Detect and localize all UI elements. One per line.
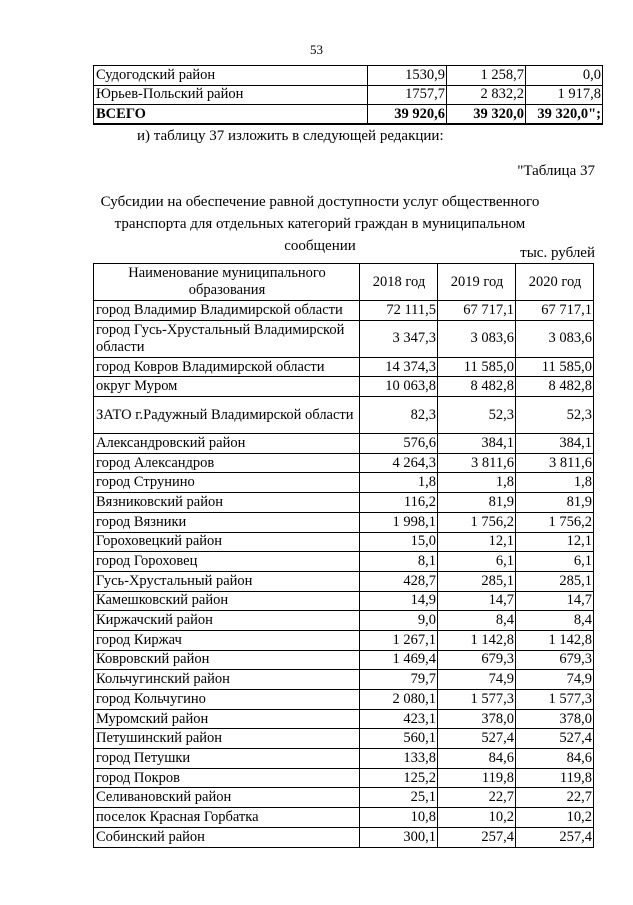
cell-name: ВСЕГО [94, 105, 368, 125]
cell-value-2018: 82,3 [360, 397, 438, 434]
page-number: 53 [310, 42, 323, 57]
cell-name: Вязниковский район [94, 493, 360, 513]
cell-value-2020: 84,6 [516, 749, 594, 769]
cell-value-2018: 9,0 [360, 611, 438, 631]
cell-value-2018: 1,8 [360, 473, 438, 493]
cell-value-2019: 8,4 [438, 611, 516, 631]
cell-value-2019: 14,7 [438, 591, 516, 611]
table-row [94, 630, 594, 650]
cell-value-2018: 10 063,8 [360, 377, 438, 397]
cell-value-2019: 1 142,8 [438, 630, 516, 650]
cell-value-2020: 1 142,8 [516, 630, 594, 650]
cell-name: город Струнино [94, 473, 360, 493]
table-row [94, 512, 594, 532]
cell-name: Селивановский район [94, 788, 360, 808]
cell-value-2018: 72 111,5 [360, 301, 438, 321]
table-row [94, 788, 594, 808]
cell-value-2020: 52,3 [516, 397, 594, 434]
cell-name: город Кольчугино [94, 690, 360, 710]
total-row [94, 105, 603, 125]
cell-value-2019: 384,1 [438, 434, 516, 454]
cell-value-2019: 6,1 [438, 552, 516, 572]
table-row [94, 552, 594, 572]
cell-name: город Покров [94, 768, 360, 788]
cell-value-2018: 423,1 [360, 709, 438, 729]
cell-name: Собинский район [94, 827, 360, 847]
cell-value-2018: 576,6 [360, 434, 438, 454]
cell-value-2019: 11 585,0 [438, 357, 516, 377]
cell-value-2018: 79,7 [360, 670, 438, 690]
cell-value-2019: 39 320,0 [447, 105, 526, 125]
cell-value-2020: 8,4 [516, 611, 594, 631]
cell-name: Камешковский район [94, 591, 360, 611]
cell-value-2018: 1 267,1 [360, 630, 438, 650]
cell-name: Юрьев-Польский район [94, 85, 368, 105]
table-row [94, 650, 594, 670]
table-row [94, 571, 594, 591]
cell-value-2020: 22,7 [516, 788, 594, 808]
cell-value-2020: 8 482,8 [516, 377, 594, 397]
cell-value-2020: 3 083,6 [516, 320, 594, 357]
cell-value-2018: 428,7 [360, 571, 438, 591]
cell-value-2020: 679,3 [516, 650, 594, 670]
cell-name: Александровский район [94, 434, 360, 454]
cell-value-2019: 119,8 [438, 768, 516, 788]
cell-value-2019: 1 756,2 [438, 512, 516, 532]
cell-name: город Владимир Владимирской области [94, 301, 360, 321]
cell-value-2020: 1 756,2 [516, 512, 594, 532]
cell-value-2018: 560,1 [360, 729, 438, 749]
cell-value-2018: 1 998,1 [360, 512, 438, 532]
cell-value-2018: 15,0 [360, 532, 438, 552]
cell-value-2020: 285,1 [516, 571, 594, 591]
cell-value-2020: 3 811,6 [516, 453, 594, 473]
cell-name: округ Муром [94, 377, 360, 397]
table-row [94, 357, 594, 377]
cell-name: Гусь-Хрустальный район [94, 571, 360, 591]
cell-value-2018: 300,1 [360, 827, 438, 847]
cell-value-2018: 25,1 [360, 788, 438, 808]
cell-value-2019: 84,6 [438, 749, 516, 769]
table-row [94, 301, 594, 321]
cell-value-2019: 1 577,3 [438, 690, 516, 710]
table-row [94, 690, 594, 710]
cell-name: город Ковров Владимирской области [94, 357, 360, 377]
cell-name: город Киржач [94, 630, 360, 650]
cell-value-2019: 285,1 [438, 571, 516, 591]
table-label: "Таблица 37 [517, 163, 595, 179]
table-row [94, 532, 594, 552]
header-2019: 2019 год [438, 264, 516, 301]
cell-value-2018: 3 347,3 [360, 320, 438, 357]
cell-value-2019: 3 083,6 [438, 320, 516, 357]
cell-name: Судогодский район [94, 66, 368, 86]
cell-value-2019: 10,2 [438, 808, 516, 828]
cell-value-2019: 8 482,8 [438, 377, 516, 397]
cell-value-2018: 1530,9 [368, 66, 447, 86]
table-row [94, 827, 594, 847]
table-row [94, 768, 594, 788]
cell-value-2018: 2 080,1 [360, 690, 438, 710]
cell-value-2018: 4 264,3 [360, 453, 438, 473]
cell-value-2019: 378,0 [438, 709, 516, 729]
table-row [94, 670, 594, 690]
cell-value-2018: 116,2 [360, 493, 438, 513]
cell-name: ЗАТО г.Радужный Владимирской области [94, 397, 360, 434]
cell-name: поселок Красная Горбатка [94, 808, 360, 828]
cell-value-2018: 8,1 [360, 552, 438, 572]
cell-name: Кольчугинский район [94, 670, 360, 690]
table-row [94, 320, 594, 357]
cell-value-2020: 11 585,0 [516, 357, 594, 377]
cell-value-2019: 257,4 [438, 827, 516, 847]
cell-value-2018: 39 920,6 [368, 105, 447, 125]
table-row [94, 377, 594, 397]
instruction-text: и) таблицу 37 изложить в следующей редакции: [137, 128, 444, 144]
cell-name: Ковровский район [94, 650, 360, 670]
cell-value-2018: 1757,7 [368, 85, 447, 105]
cell-value-2018: 1 469,4 [360, 650, 438, 670]
table-row [94, 85, 603, 105]
cell-value-2020: 119,8 [516, 768, 594, 788]
cell-value-2019: 22,7 [438, 788, 516, 808]
table-row [94, 473, 594, 493]
cell-value-2019: 12,1 [438, 532, 516, 552]
cell-value-2020: 384,1 [516, 434, 594, 454]
table-row [94, 808, 594, 828]
cell-value-2020: 67 717,1 [516, 301, 594, 321]
header-2020: 2020 год [516, 264, 594, 301]
header-name: Наименование муниципального образования [94, 264, 360, 301]
top-table [93, 65, 603, 125]
cell-value-2020: 378,0 [516, 709, 594, 729]
cell-value-2019: 3 811,6 [438, 453, 516, 473]
cell-name: город Александров [94, 453, 360, 473]
cell-name: город Гороховец [94, 552, 360, 572]
cell-value-2019: 52,3 [438, 397, 516, 434]
header-2018: 2018 год [360, 264, 438, 301]
cell-value-2020: 10,2 [516, 808, 594, 828]
table-row [94, 493, 594, 513]
cell-value-2020: 527,4 [516, 729, 594, 749]
cell-value-2019: 2 832,2 [447, 85, 526, 105]
table-row [94, 729, 594, 749]
table-row [94, 591, 594, 611]
cell-value-2020: 74,9 [516, 670, 594, 690]
cell-value-2018: 125,2 [360, 768, 438, 788]
table-row [94, 397, 594, 434]
table-row [94, 66, 603, 86]
cell-name: Петушинский район [94, 729, 360, 749]
cell-name: Киржачский район [94, 611, 360, 631]
cell-value-2018: 10,8 [360, 808, 438, 828]
cell-value-2020: 0,0 [526, 66, 603, 86]
cell-value-2020: 6,1 [516, 552, 594, 572]
table-row [94, 453, 594, 473]
cell-value-2019: 1 258,7 [447, 66, 526, 86]
cell-name: Гороховецкий район [94, 532, 360, 552]
units-label: тыс. рублей [520, 245, 595, 261]
cell-name: город Петушки [94, 749, 360, 769]
subsidies-table [93, 263, 594, 848]
cell-value-2020: 257,4 [516, 827, 594, 847]
cell-value-2019: 81,9 [438, 493, 516, 513]
cell-value-2020: 12,1 [516, 532, 594, 552]
cell-value-2018: 14 374,3 [360, 357, 438, 377]
cell-value-2020: 1,8 [516, 473, 594, 493]
cell-value-2020: 81,9 [516, 493, 594, 513]
table-row [94, 709, 594, 729]
cell-value-2018: 133,8 [360, 749, 438, 769]
cell-value-2020: 1 577,3 [516, 690, 594, 710]
table-row [94, 749, 594, 769]
cell-name: Муромский район [94, 709, 360, 729]
cell-value-2020: 1 917,8 [526, 85, 603, 105]
cell-value-2019: 74,9 [438, 670, 516, 690]
table-row [94, 434, 594, 454]
cell-value-2018: 14,9 [360, 591, 438, 611]
cell-name: город Вязники [94, 512, 360, 532]
cell-name: город Гусь-Хрустальный Владимирской области [94, 320, 360, 357]
table-title: Субсидии на обеспечение равной доступности услуг общественного транспорта для отдельных категорий граждан в муниципальном сообщении [100, 194, 540, 254]
cell-value-2019: 1,8 [438, 473, 516, 493]
cell-value-2019: 527,4 [438, 729, 516, 749]
cell-value-2020: 39 320,0"; [526, 105, 603, 125]
cell-value-2019: 679,3 [438, 650, 516, 670]
table-header-row [94, 264, 594, 301]
table-row [94, 611, 594, 631]
cell-value-2020: 14,7 [516, 591, 594, 611]
cell-value-2019: 67 717,1 [438, 301, 516, 321]
